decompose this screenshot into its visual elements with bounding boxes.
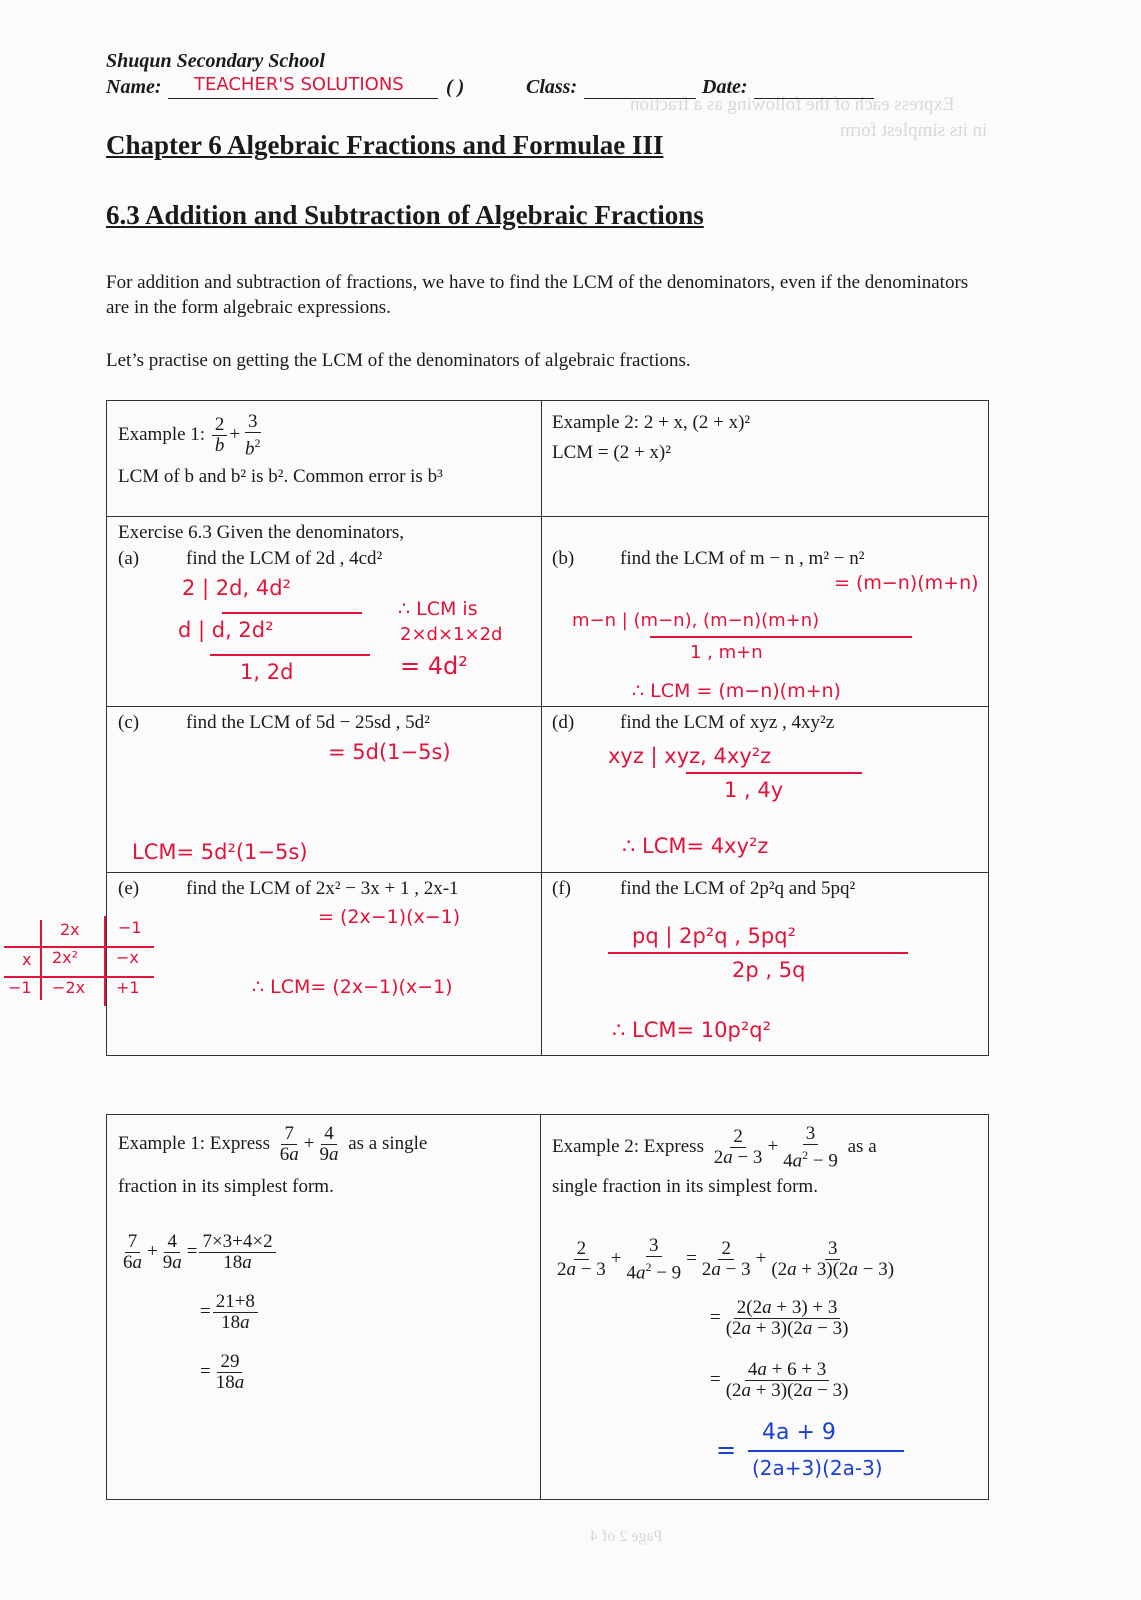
date-label: Date: [702, 76, 748, 98]
answer-bar [748, 1450, 904, 1452]
fraction: $\frac{2}{b}$ [212, 415, 228, 456]
cross-line [4, 946, 154, 948]
name-value: TEACHER'S SOLUTIONS [194, 74, 404, 95]
b-answer: ∴ LCM = (m−n)(m+n) [632, 680, 841, 702]
t2-ex1-working: = $\frac{21+8}{18a}$ [200, 1292, 260, 1333]
intro-paragraph: For addition and subtraction of fractions, we have to find the LCM of the denominators, even if the denominators are in the form algebraic expressions. [106, 272, 969, 318]
example2-lcm: LCM = (2 + x)² [552, 442, 671, 463]
fraction: $\frac{3}{4a^2 - 9}$ [783, 1123, 838, 1172]
fraction: $\frac{7}{6a}$ [279, 1123, 299, 1165]
school-name: Shuqun Secondary School [106, 50, 325, 72]
cross-line [40, 920, 42, 1000]
t2-ex2-working: = $\frac{2(2a + 3) + 3}{(2a + 3)(2a - 3)}$ [710, 1297, 849, 1339]
table-row-line [106, 516, 989, 517]
d-step2: 1 , 4y [724, 778, 784, 802]
t2-example1-line2: fraction in its simplest form. [118, 1176, 334, 1197]
f-answer: ∴ LCM= 10p²q² [612, 1018, 772, 1042]
t2-example2: Example 2: Express $\frac{2}{2a - 3}$ + $\frac{3}{4a^2 - 9}$ as a [552, 1123, 877, 1172]
division-bar [650, 636, 912, 638]
part-d-text: find the LCM of xyz , 4xy²z [620, 712, 835, 733]
table-row-line [106, 872, 989, 873]
part-c-label: (c) [118, 712, 140, 733]
a-conclusion: ∴ LCM is [398, 598, 478, 620]
f-step1: pq | 2p²q , 5pq² [632, 924, 796, 948]
part-e-label: (e) [118, 878, 140, 899]
division-bar [686, 772, 862, 774]
d-step1: xyz | xyz, 4xy²z [608, 744, 772, 768]
t2-ex2-answer-num: 4a + 9 [762, 1420, 836, 1445]
e-side: x [22, 950, 32, 969]
table-divider [541, 400, 542, 1056]
t2-example2-tail: as a [847, 1136, 877, 1158]
paren: ( ) [446, 76, 465, 98]
exercise-heading: Exercise 6.3 Given the denominators, [118, 522, 404, 543]
division-bar [210, 654, 370, 656]
t2-ex1-answer: = $\frac{29}{18a}$ [200, 1351, 245, 1393]
b-step1: m−n | (m−n), (m−n)(m+n) [572, 610, 820, 631]
example1-cell: Example 1: $\frac{2}{b}$ + $\frac{3}{b^2}$ [118, 412, 266, 459]
class-line [584, 76, 696, 99]
b-factored: = (m−n)(m+n) [834, 572, 979, 594]
e-side: −1 [118, 918, 142, 937]
show-through-text: Express each of the following as a fraction [630, 94, 955, 115]
section-title: 6.3 Addition and Subtraction of Algebraic Fractions [106, 200, 704, 230]
example2-label: Example 2: [552, 412, 640, 433]
date-line [754, 76, 874, 99]
fraction: $\frac{2}{2a - 3}$ [713, 1126, 763, 1169]
division-bar [608, 952, 908, 954]
e-side: −2x [52, 978, 86, 997]
part-f-text: find the LCM of 2p²q and 5pq² [620, 878, 856, 899]
e-side: −1 [8, 978, 32, 997]
t2-ex1-working: $\frac{7}{6a}$ + $\frac{4}{9a}$ = $\frac{7\times 3+4\times 2}{18a}$ [118, 1232, 278, 1273]
t2-example1-tail: as a single [348, 1132, 428, 1154]
b-step2: 1 , m+n [690, 642, 763, 663]
fraction: $\frac{3}{b^2}$ [245, 411, 261, 460]
example2-expr: 2 + x, (2 + x)² [643, 412, 751, 433]
t2-example2-label: Example 2: Express [552, 1136, 704, 1158]
part-e-text: find the LCM of 2x² − 3x + 1 , 2x-1 [186, 878, 459, 899]
example1-note: LCM of b and b² is b². Common error is b³ [118, 466, 443, 487]
a-step3: 1, 2d [240, 660, 294, 684]
t2-example2-line2: single fraction in its simplest form. [552, 1176, 818, 1197]
e-factored: = (2x−1)(x−1) [318, 906, 461, 928]
t2-ex2-answer-den: (2a+3)(2a-3) [752, 1456, 883, 1480]
t2-ex2-working: $\frac{2}{2a - 3}$ + $\frac{3}{4a^2 - 9}$ = $\frac{2}{2a - 3}$ + $\frac{3}{(2a + 3)(2a - 3)}$ [557, 1235, 895, 1284]
e-answer: ∴ LCM= (2x−1)(x−1) [252, 976, 453, 998]
name-label: Name: [106, 76, 162, 98]
fraction: $\frac{4}{9a}$ [319, 1123, 339, 1165]
cross-line [104, 916, 106, 1006]
practise-paragraph: Let’s practise on getting the LCM of the denominators of algebraic fractions. [106, 350, 691, 371]
a-answer: = 4d² [400, 652, 468, 680]
example1-label: Example 1: [118, 424, 206, 446]
division-bar [222, 612, 362, 614]
c-answer: LCM= 5d²(1−5s) [132, 840, 308, 864]
c-factored: = 5d(1−5s) [328, 740, 451, 764]
table-divider [540, 1114, 541, 1500]
a-step1: 2 | 2d, 4d² [182, 576, 291, 600]
table-row-line [106, 706, 989, 707]
cross-line [4, 976, 154, 978]
class-label: Class: [526, 76, 578, 98]
part-b-label: (b) [552, 548, 575, 569]
part-b-text: find the LCM of m − n , m² − n² [620, 548, 865, 569]
example2-cell [552, 412, 750, 434]
e-side: −x [116, 948, 139, 967]
part-f-label: (f) [552, 878, 571, 899]
show-through-text: in its simplest form [840, 120, 988, 141]
e-side: 2x² [52, 948, 79, 967]
part-d-label: (d) [552, 712, 575, 733]
chapter-title: Chapter 6 Algebraic Fractions and Formulae III [106, 130, 664, 160]
f-step2: 2p , 5q [732, 958, 806, 982]
t2-ex2-equals: = [716, 1436, 737, 1464]
e-side: 2x [60, 920, 80, 939]
t2-ex2-working: = $\frac{4a + 6 + 3}{(2a + 3)(2a - 3)}$ [710, 1359, 849, 1401]
d-answer: ∴ LCM= 4xy²z [622, 834, 769, 858]
t2-example1-label: Example 1: Express [118, 1132, 270, 1154]
part-a-text: find the LCM of 2d , 4cd² [186, 548, 383, 569]
show-through-text: Page 2 of 4 [590, 1528, 663, 1545]
a-product: 2×d×1×2d [400, 624, 503, 645]
t2-example1: Example 1: Express $\frac{7}{6a}$ + $\frac{4}{9a}$ as a single [118, 1123, 428, 1165]
part-c-text: find the LCM of 5d − 25sd , 5d² [186, 712, 430, 733]
a-step2: d | d, 2d² [178, 618, 274, 642]
e-side: +1 [116, 978, 140, 997]
part-a-label: (a) [118, 548, 140, 569]
